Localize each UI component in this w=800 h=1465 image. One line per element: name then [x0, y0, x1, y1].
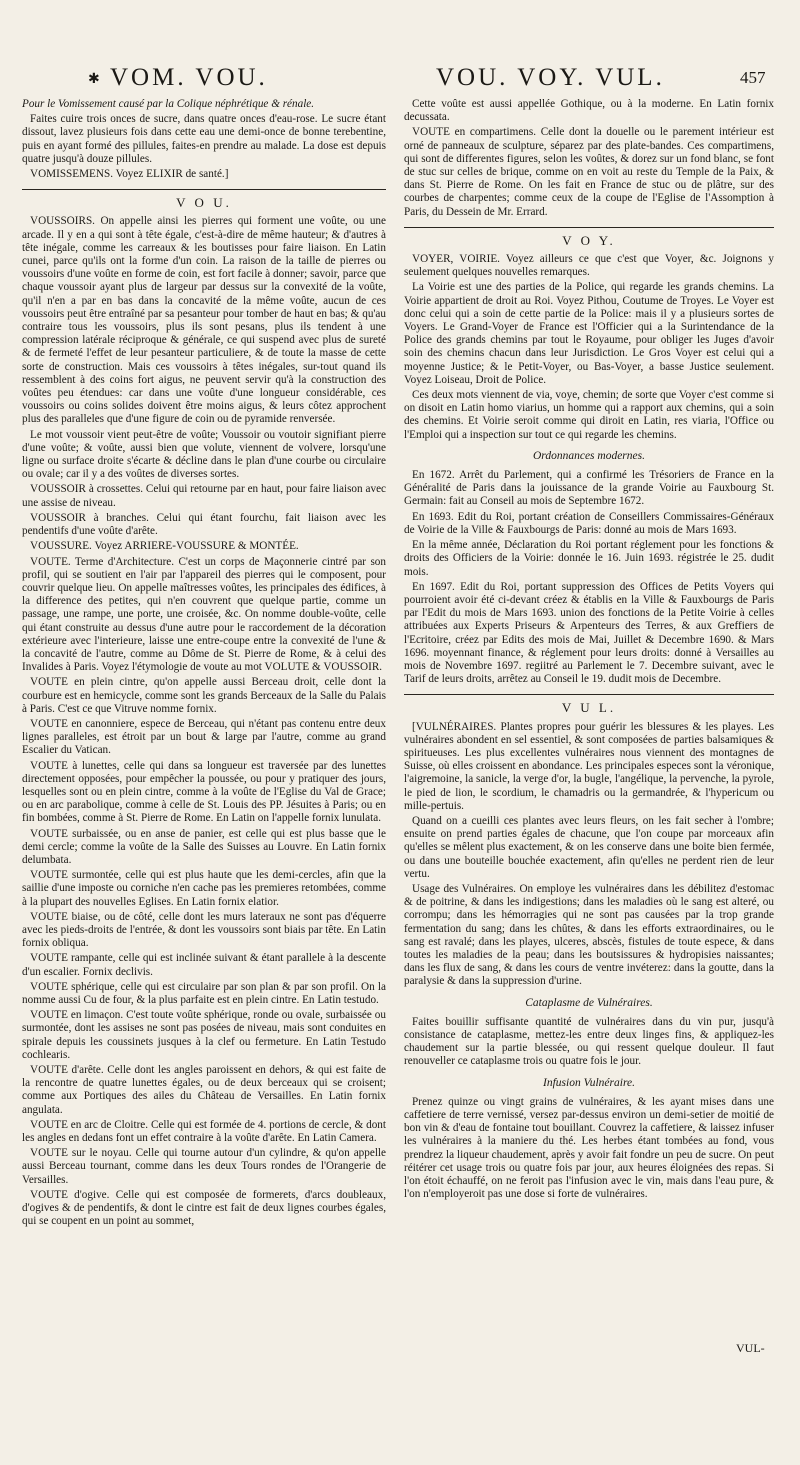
paragraph: VOUTE en canonniere, espece de Berceau, qui n'étant pas contenu entre deux lignes paralleles, est étroit par un bout & large par l'autre, comme au grand Escalier du Vatican.: [22, 717, 386, 757]
paragraph: En la même année, Déclaration du Roi portant réglement pour les fonctions & droits des Officiers de la Voirie: donnée le 16. Juin 1693. régistrée le 25. dudit mois.: [404, 539, 774, 578]
paragraph: VOUTE surmontée, celle qui est plus haute que les demi-cercles, afin que la saillie d'une imposte ou corniche n'en cache pas les premieres retombées, comme à la plupart des nouvelles Eglises. En Latin fornix elatior.: [22, 869, 386, 908]
paragraph: VOUTE en limaçon. C'est toute voûte sphérique, ronde ou ovale, surbaissée ou surmontée, dont les assises ne sont pas posées de niveau, mais sont conduites en spirale depuis les coussinets jusques à la clef ou fermeture. En Latin Testudo cochlearis.: [22, 1009, 386, 1061]
paragraph: VOYER, VOIRIE. Voyez ailleurs ce que c'est que Voyer, &c. Joignons y seulement quelques nouvelles remarques.: [404, 253, 774, 279]
paragraph: VOUSSOIR à crossettes. Celui qui retourne par en haut, pour faire liaison avec une assise de niveau.: [22, 483, 386, 509]
paragraph: VOUTE rampante, celle qui est inclinée suivant & étant parallele à la descente d'un escalier. Fornix declivis.: [22, 952, 386, 978]
subheading-infusion: Infusion Vulnéraire.: [543, 1076, 635, 1089]
paragraph: VOUTE d'ogive. Celle qui est composée de formerets, d'arcs doubleaux, d'ogives & de pendentifs, & dont le cintre est fait de deux lignes courbes égales, qui se coupent en un point au sommet,: [22, 1188, 386, 1228]
paragraph: Faites bouillir suffisante quantité de vulnéraires dans du vin pur, jusqu'à consistance de cataplasme, mettez-les entre deux linges fins, & appliquez-les chaudement sur la partie blessée, ou qui ressent quelque douleur. Il faut renouveller ce cataplasme trois ou quatre fois le jour.: [404, 1015, 774, 1068]
section-heading-vou: V O U.: [22, 189, 386, 209]
paragraph: VOUSSURE. Voyez ARRIERE-VOUSSURE & MONTÉE.: [30, 540, 299, 553]
section-heading-vul: V U L.: [404, 694, 774, 714]
right-column: [404, 98, 774, 1203]
paragraph: Prenez quinze ou vingt grains de vulnéraires, & les ayant mises dans une caffetiere de terre vernissé, versez par-dessus environ un demi-setier de moitié de bon vin & d'eau de fontaine tout bouillant. Couvrez la caffetiere, & laissez infuser les vulnéraires à la maniere du thé. Les herbes étant tombées au fond, vous prendrez la liqueur chaudement, après y avoir fait fondre un peu de sucre. On peut réitérer cet usage trois ou quatre fois par jour, aux heures éloignées des repas. Si l'on étoit échauffé, on ne feroit pas l'infusion avec le vin, mais dans l'eau pure, & l'on n'employeroit pas une dose si forte de vulnéraires.: [404, 1095, 774, 1201]
left-column: [22, 98, 386, 1230]
running-header-left: VOM. VOU.: [110, 64, 268, 91]
paragraph: VOUSSOIR à branches. Celui qui étant fourchu, fait liaison avec les pendentifs d'une voûte d'arête.: [22, 511, 386, 538]
ornament-star-icon: ✱: [88, 71, 100, 87]
paragraph: Cette voûte est aussi appellée Gothique, ou à la moderne. En Latin fornix decussata.: [404, 98, 774, 124]
paragraph: Quand on a cueilli ces plantes avec leurs fleurs, on les fait secher à l'ombre; ensuite on prend parties égales de chacune, que l'on coupe par morceaux afin qu'elles se mêlent plus exactement, & on les conserve dans une boite bien fermée, ou dans une bouteille bouchée exactement, afin qu'elles ne perdent rien de leur vertu.: [404, 814, 774, 880]
paragraph: VOUTE surbaissée, ou en anse de panier, est celle qui est plus basse que le demi cercle; comme la voûte de la Salle des Suisses au Louvre. En Latin fornix delumbata.: [22, 827, 386, 866]
running-header-right: VOU. VOY. VUL.: [436, 64, 665, 91]
intro-heading: Pour le Vomissement causé par la Colique néphrétique & rénale.: [22, 98, 315, 110]
paragraph: Ces deux mots viennent de via, voye, chemin; de sorte que Voyer c'est comme si on disoit en Latin homo viarius, un homme qui a rapport aux chemins, qui a soin des chemins. Et Voirie seroit comme qui diroit en Latin, res viaria, l'Office ou l'Emploi qui a inspection sur tout ce qui regarde les chemins.: [404, 389, 774, 441]
paragraph: Faites cuire trois onces de sucre, dans quatre onces d'eau-rose. Le sucre étant dissout, lavez plusieurs fois dans cette eau une demi-once de bonne terebentine, puis en ayant formé des pillules, faites-en prendre au malade. La dose est depuis quatre jusqu'à douze pillules.: [22, 113, 386, 165]
paragraph: VOUTE en arc de Cloitre. Celle qui est formée de 4. portions de cercle, & dont les angles en dedans font un effet contraire à la voûte d'arête. En Latin Camera.: [22, 1118, 386, 1145]
paragraph: La Voirie est une des parties de la Police, qui regarde les grands chemins. La Voirie appartient de droit au Roi. Voyez Pithou, Coutume de Troyes. Le Voyer est donc celui qui a soin de cette partie de la Police: mais il y a plusieurs sortes de Voyers. Le Grand-Voyer de France est l'Officier qui a la Surintendance de la Police des grands chemins par tout le Royaume, pour obliger les Juges d'avoir soin des chemins chacun dans leur Jurisdiction. Le Gros Voyer est celui qui a moyenne Justice; & le Petit-Voyer, ou Bas-Voyer, a basse Justice seulement. Voyez Loiseau, Droit de Police.: [404, 281, 774, 386]
paragraph: VOUTE en compartimens. Celle dont la douelle ou le parement intérieur est orné de panneaux de sculpture, séparez par des plate-bandes. Ces compartimens, qui sont de differentes figures, selon les voûtes, & dorez sur un fond blanc, se font de stuc sur celles de brique, comme on en voit au reste du Temple de la Paix, & dans St. Pierre de Rome. On les fait en France de stuc ou de plâtre, sur des courbes de charpentes; comme ceux de la coupe de l'Eglise de l'Assomption à Paris, du Dessein de Mr. Errard.: [404, 126, 774, 218]
paragraph: VOUTE à lunettes, celle qui dans sa longueur est traversée par des lunettes directement opposées, pour empêcher la poussée, ou pour y pratiquer des jours, lesquelles sont ou en plein cintre, comme à la voûte de l'Eglise du Val de Grace; ou en arc parabolique, comme à celle de St. Louis des PP. Jésuites à Paris; ou en fin bombées, comme à St. Pierre de Rome. En Latin on l'appelle fornix lunulata.: [22, 759, 386, 825]
paragraph: VOMISSEMENS. Voyez ELIXIR de santé.]: [30, 168, 229, 181]
catchword: VUL-: [736, 1341, 765, 1355]
paragraph: VOUTE en plein cintre, qu'on appelle aussi Berceau droit, celle dont la courbure est en hemicycle, comme sont les grands Berceaux de la Salle du Palais à Paris. C'est ce que Vitruve nomme fornix.: [22, 676, 386, 715]
subheading-cataplasme: Cataplasme de Vulnéraires.: [525, 996, 653, 1009]
paragraph: VOUTE. Terme d'Architecture. C'est un corps de Maçonnerie cintré par son profil, qui se soutient en l'air par l'appareil des pierres qui le composent, pour couvrir quelque lieu. On appelle maîtresses voûtes, les principales des édifices, à la difference des petites, qui n'en couvrent que quelque partie, comme un passage, une rampe, une porte, une croisée, &c. On nomme double-voûte, celle qui étant construite au dessus d'une autre pour le raccordement de la décoration extérieure avec l'interieure, laisse une entre-coupe entre la convexité de l'une & la concavité de l'autre, comme au Dôme de St. Pierre de Rome, & à celui des Invalides à Paris. Voyez l'étymologie de voute au mot VOLUTE & VOUSSOIR.: [22, 555, 386, 674]
paragraph: VOUTE biaise, ou de côté, celle dont les murs lateraux ne sont pas d'équerre avec les pieds-droits de l'entrée, & dont les voussoirs sont biais par tête. En Latin fornix obliqua.: [22, 910, 386, 950]
paragraph: En 1693. Edit du Roi, portant création de Conseillers Commissaires-Généraux de Voirie de la Ville & Fauxbourgs de Paris: donné au mois de Mars 1693.: [404, 510, 774, 536]
paragraph: VOUSSOIRS. On appelle ainsi les pierres qui forment une voûte, ou une arcade. Il y en a qui sont à tête égale, c'est-à-dire de même hauteur; & d'autres à tête inégale, comme les carreaux & les boutisses pour faire liaison. En Latin cunei, parce qu'ils ont la forme d'un coin. La raison de la taille de pierres ou voussoirs d'une voûte en forme de coin, est fort facile à donner; savoir, parce que chaque voussoir ayant plus de largeur par dessus sur la convexité de la voûte, qu'il n'en a par en bas dans la concavité de la même voûte, aucun de ces voussoirs peut être entraîné par sa pesanteur pour tomber de haut en bas; & qu'au contraire tous les voussoirs, plus ils sont pesans, plus ils tendent à une compression latérale réciproque & générale, ce qui suspend avec plus de sureté & de fermeté l'effet de leur pesanteur particuliere, & de toute la masse de cette sorte de construction. Mais ces voussoirs à têtes inégales, sur-tout quand ils ressemblent à des coins fort aigus, ne peuvent servir qu'à la construction des voûtes peu étendues: car dans une voûte d'une longueur considérable, ces voussoirs ou coins solides doivent être moins aigus, & leurs côtez approchent plus des paralleles que d'une figure de coin ou de pyramide renversée.: [22, 215, 386, 426]
page-number: 457: [740, 68, 766, 87]
paragraph: Le mot voussoir vient peut-être de voûte; Voussoir ou voutoir signifiant pierre d'une voûte; & voûte, aussi bien que volute, viennent de volvere, lorsqu'une ligne ou surface droite s'écarte & décline dans le plan d'une courbe ou circulaire ou ovale; car il y a des voûtes de diverses sortes.: [22, 428, 386, 481]
paragraph: En 1697. Edit du Roi, portant suppression des Offices de Petits Voyers qui pourroient avoir été ci-devant créez & établis en la Ville & Fauxbourgs de Paris par l'Edit du mois de Mars 1693. union des fonctions de la Petite Voirie à celles attribuées aux Experts Priseurs & Arpenteurs des Terres, & aux Greffiers de l'Ecritoire, créez par Edits des mois de Mai, Juillet & Decembre 1690. & Mars 1696. moyennant finance, & réglement pour leurs droits: donné à Versailles au mois de Novembre 1697. regiitré au Parlement le 7. Decembre suivant, avec le Tarif de leurs droits, arrêtez au Conseil le 19. dudit mois de Decembre.: [404, 580, 774, 686]
subheading-ordonnances: Ordonnances modernes.: [532, 449, 645, 462]
section-heading-voy: V O Y.: [404, 227, 774, 247]
paragraph: En 1672. Arrêt du Parlement, qui a confirmé les Trésoriers de France en la Généralité de Paris dans la jouissance de la grande Voirie au Fauxbourg St. Germain: fait au Conseil au mois de Septembre 1672.: [404, 469, 774, 508]
paragraph: VOUTE sphérique, celle qui est circulaire par son plan & par son profil. On la nomme aussi Cu de four, & la plus parfaite est en plein cintre. En Latin testudo.: [22, 980, 386, 1006]
paragraph: Usage des Vulnéraires. On employe les vulnéraires dans les débilitez d'estomac & de poitrine, & dans les indigestions; dans les maladies où le sang est alteré, ou corrompu; dans les hémorragies qui ne sont pas causées par la trop grande fermentation du sang; dans les chûtes, & dans les efforts extraordinaires, ou le sang est ravalé; dans les playes, ulceres, abscès, fistules de toute espece, & dans toutes les maladies de la peau; dans les boutsissures & hydropisies naissantes; dans les flux de sang, & dans les cours de ventre invéterez: dans la goutte, dans la paralysie & dans la suppression d'urine.: [404, 882, 774, 988]
paragraph: VOUTE d'arête. Celle dont les angles paroissent en dehors, & qui est faite de la rencontre de quatre lunettes égales, ou de deux berceaux qui se croisent; comme aux Portiques des ailes du Château de Versailles. En Latin fornix angulata.: [22, 1064, 386, 1116]
paragraph: VOUTE sur le noyau. Celle qui tourne autour d'un cylindre, & qu'on appelle aussi Berceau tournant, comme dans les deux Tours rondes de l'Orangerie de Versailles.: [22, 1147, 386, 1186]
paragraph: [VULNÉRAIRES. Plantes propres pour guérir les blessures & les playes. Les vulnéraires abondent en sel essentiel, & sont composées de parties balsamiques & spiritueuses. Les plus excellentes vulnéraires nous viennent des montagnes de Suisse, où elles croissent en abondance. Les principales especes sont la véronique, l'aigremoine, la sanicle, la verge d'or, la bugle, l'angélique, la pervenche, la pyrole, le pied de lion, le scordium, le chamadris ou la germandrée, & l'hypericum ou mille-pertuis.: [404, 720, 774, 812]
